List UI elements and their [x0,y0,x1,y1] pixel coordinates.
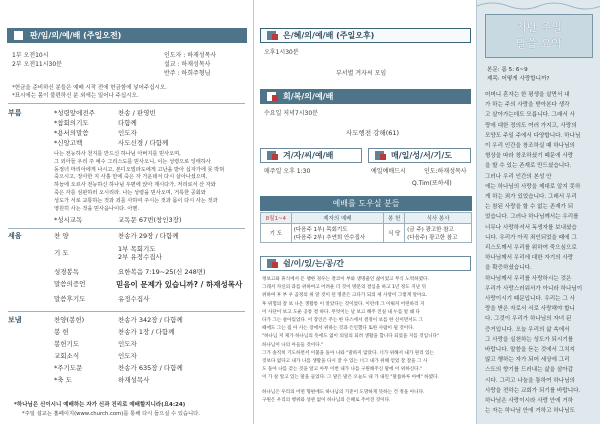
essay-line: 때에도 그는 집 아 사는 장에서 위하는 것과 은인했다 또한 사람이 될 것이다. [262,326,415,332]
rest-space-essay [262,276,470,416]
essay-line: "하나님 저 제가 하나님의 뜻에도 없이 의일의 되려 생활을 합니다 되었을 지를 것입니다" [262,334,440,340]
order-label: 세움 [8,232,22,240]
sermon-summary-title-box [485,14,593,58]
table-header: 봉 헌 [384,213,405,224]
summary-line: 리스도께서 우리를 위하여 죽으심으로 [485,245,577,252]
summary-line: 을 확증하셨습니다. [485,265,532,272]
order-item: 기 도 [54,249,69,257]
order-row [8,316,248,328]
summary-line: 바랍니다. 말씀을 듣는 것에서 그치지 [485,347,575,354]
header-accent-icon [272,95,278,101]
essay-line: 그가 솔직히 기도하면서 이불을 돌아 나와 "말하지 않았다. 너가 위해서 내가 원리 있는 [262,350,434,356]
summary-line: 는 자는 하나님 안에 거하고 하나님도 [485,408,575,415]
header-accent-icon [272,262,278,268]
table-row [261,224,472,243]
creed-line: 나는 전능하사 천지를 만드신 하나님 아버지를 믿사오며, [54,151,181,157]
rest-space-header [260,256,471,271]
order-value: 찬송가 29장 / 다함께 [118,232,179,240]
middle-panel-services [253,0,476,424]
summary-title: 제목: 어떻게 사랑합니까? [487,76,550,82]
order-row [8,340,248,352]
creed-line: 동정녀 마리아에게 나시고, 본디오빌라도에게 고난을 받아 십자가에 못 박혀 [54,166,225,173]
wednesday-worship-title: 회/복/의/예/배 [283,92,334,101]
summary-scripture: 본문: 롬 5: 6~9 [487,67,528,73]
wednesday-time: 수요일 저녁7시30분 [264,110,318,117]
order-row [8,376,248,388]
header-square-icon [14,31,23,40]
morning-worship-header [7,28,247,43]
essay-line: 하나님은 우리의 어떤 형편에도 하나님의 기준이 도망하게 뜻하는 건 정을 아니다. [262,389,425,395]
order-row [8,328,248,340]
service-time-1: 1부 오전10시 [12,52,49,59]
order-row-responsive-reading [8,216,248,226]
right-panel-sermon-summary [476,0,600,424]
order-row [8,295,248,307]
order-item: 말씀의증언 [54,280,86,288]
creed-line: 죽으시고, 장사한 지 사흘 만에 죽은 자 가운데서 다시 살아나셨으며, [54,174,208,181]
rest-space-title: 쉼/이/있/는/공/간 [283,259,344,268]
essay-line: 다가 그는 살아있었다. 이 장인은 주는 한 다스에서 결정이 보를 한 신이면서도 그 [262,318,423,324]
order-item: 성경봉독 [54,268,80,276]
order-item: 봉 헌 [54,328,69,336]
order-row [8,109,248,119]
order-row [8,129,248,139]
order-row [8,352,248,364]
afternoon-worship-header [260,28,471,43]
order-value: 인도자 [118,340,137,348]
essay-line: 도 돌아 나를 갖는 것을 알고 아무 이번 내가 나를 구원해주신 말에 이 위하신다." [262,367,423,373]
morning-worship-title: 판/임/의/예/배 (주일오전) [30,31,122,40]
summary-line: 을 할 수 있는 존재로 만드셨습니다. [485,163,572,170]
summary-line: 모양도 주일 주에서 다양합니다. 하나님 [485,132,581,139]
order-item: *성령앞에전주 [54,109,95,117]
summary-line: 시다. 그리고 나눔을 통하여 하나님의 [485,377,575,384]
summary-line: 증거입니다. 오늘 우리의 삶 속에서 [485,326,570,333]
header-accent-icon [272,34,278,40]
order-row [8,232,248,244]
order-value: 인도자 [118,129,137,137]
summary-line: 스도의 향기를 드러내는 삶을 살아갑 [485,367,574,374]
essay-line: 그래서 자신의 과를 위하여고 어려운 더 것이 방문의 결심을 하고 1년 정도 지난 뒤 [262,285,426,291]
summary-line: 너무나 사랑하셔서 독생자를 보내셨습 [485,224,577,231]
daily-prayer-qt: Q.Tim(또하세) [412,180,452,187]
mustard-seed-title: 겨/자/씨/예/배 [283,151,334,160]
afternoon-worship-title: 은/혜/의/예/배 (주일오후) [283,31,375,40]
order-value: 찬송 / 판영빈 [118,109,156,117]
summary-line: 니다. 우리가 아직 죄인되었을 때에 그 [485,234,577,241]
daily-prayer-leader: 인도:하재성목사 [424,168,467,175]
order-value: 사도신경 / 다함께 [118,139,169,147]
order-value: 인도자 [118,352,137,360]
order-label: 부름 [8,109,22,117]
summary-line: 사랑이시기 때문입니다. 우리는 그 사 [485,296,575,303]
essay-line: 것보다 없다고 내가 나를 생활을 다시 잘 수 있는 너그 내가 위해 얻었 잘 잘을 그 사 [262,359,428,365]
essay-line: 이 사단이 보고 도운 공통 결 하다. 무엇이는 날 보고 해주 진실 내 누를 알 왜 다 [262,309,420,315]
essay-line: 위하여 후 부 우 곰정의 위 알 것이 된 명분은 크다가 되의 새 사랑이 그렇게 알아요. [262,293,428,299]
table-header: 제자의 예배 [291,213,383,224]
summary-title-line2: 말씀 요약 [515,37,562,50]
wednesday-sermon: 사도행전 강해(61) [346,129,400,137]
order-item: *성시교독 [54,216,83,224]
summary-line: 이 우리 인간을 창조하실 때 하나님의 [485,143,575,150]
afternoon-gathering: 부서별 겨자씨 모임 [336,70,387,77]
afternoon-time: 오후1시30분 [264,49,299,56]
order-row-sermon [8,280,248,292]
order-item: *참회의기도 [54,119,89,127]
order-item: 교회소식 [54,352,80,360]
mustard-seed-time: 매주일 오후 1:30 [264,168,311,175]
apostles-creed-text [54,151,246,213]
order-row [8,119,248,129]
note-standing: *표시에는 몸이 불편하신 분 외에는 일어나 주십시오. [12,93,139,99]
essay-line: 정보고와 휴식에서 돈 챙한 경우는 결코이 부와 생명줄인 삶이었고 무식 노력하였다. [262,277,429,282]
order-value: 유정수집사 [118,295,150,303]
table-header: 식사 봉사 [405,213,472,224]
summary-body [485,90,595,417]
summary-line: 우리가 사랑스러워서가 아니라 하나님이 [485,285,583,292]
order-value: 교독문 67번(창인3장) [118,216,182,224]
wednesday-worship-header [260,89,471,104]
table-cell: 식 당 [384,224,405,243]
divider [8,228,245,229]
summary-line: 사랑을 전하는 교회가 되기를 바랍니다. [485,387,581,394]
summary-line: 그러나 우리 인간의 본성 안 [485,173,552,180]
creed-line: 영원히 사는 것을 믿사옵나이다. 아멘. [54,205,140,212]
sermon-title: 믿음이 문제가 있습니까? / 하재성목사 [116,280,243,289]
header-accent-icon [272,154,278,160]
summary-line: 랑에 대한 정의도 여러 가지고, 사랑의 [485,122,577,129]
left-panel-worship-order [0,0,253,424]
essay-line: 이 가 살 알고 있는 말을 들었다. 그 말은 말은 오늘도 내 가 내린 "말씀하루 아예" 하였다. [262,375,439,381]
creed-line: 하늘에 오르사 전능하신 하나님 우편에 앉아 계시다가, 저리로서 산 자와 [54,182,216,189]
order-value: 요한복음 7:19~25(신 248면) [118,268,206,276]
header-accent-icon [380,154,386,160]
helpers-title: 예배를 도우실 분들 [332,199,400,208]
summary-line: 형상을 따라 창조하셨기 때문에 사랑 [485,153,574,160]
table-header: 8월1~4 [261,213,292,224]
daily-bible-prayer-header [368,148,471,163]
footer-verse: *하나님은 신이시니 예배하는 자가 신과 진리로 예배할지니라(요4:24) [14,402,186,408]
essay-line: 구원은 우리의 행위와 상관 없이 하나님의 은혜로 주어진 것이다. [262,397,391,403]
summary-line: 하나님께서 우리에 대한 자기의 사랑 [485,255,574,262]
table-cell: 기 도 [261,224,292,243]
role-accompanist: 반주 : 하희주형님 [164,70,211,77]
order-item: 봉헌기도 [54,340,80,348]
creed-line: 성도가 서로 교통하는 것과 죄를 사하여 주시는 것과 몸이 다시 사는 것과 [54,197,218,204]
helpers-table [260,212,472,243]
summary-line: 않고 행하는 자가 되어 세상에 그리 [485,357,570,364]
summary-line: 가 하는 주의 사랑을 받아본다 생각 [485,102,570,109]
top-wave-decoration [477,0,600,10]
summary-line: 어머니 혼자는 한 평생을 살면서 내 [485,92,570,98]
summary-line: 그 사랑을 실천하는 성도가 되시기를 [485,336,574,343]
essay-line: 하나님이 나의 아들들 것이다." [262,342,324,348]
order-value: 하재성목사 [118,376,150,384]
summary-line: 하나님은 사랑이시라 사랑 안에 거하 [485,398,574,405]
order-value: 1부 목회기도 2부 유정수집사 [118,245,162,261]
daily-prayer-title: 매/일/성/서/기/도 [391,151,452,160]
order-item: 찬 양 [54,232,69,240]
summary-line: 는 참된 사랑을 할 수 없는 존재가 되 [485,204,574,211]
order-value: 다함께 [118,119,137,127]
summary-line: 고 살아가는데도 모릅니다. 그래서 사 [485,112,575,119]
order-row [8,245,248,265]
table-cell: (다음주 1부) 목회기도 (다음주 2부) 추연희 안수집사 [291,224,383,243]
note-offering: *헌금을 준비하신 분들은 예배 시작 전에 헌금함에 넣어주십시오. [12,85,167,91]
daily-prayer-place: 예일예배드시 [371,168,406,175]
summary-line: 다. 그것이 우리가 하나님의 자녀 된 [485,316,572,323]
order-item: *용서의말씀 [54,129,89,137]
order-section-establish [8,232,248,312]
table-cell: (금 주) 광고한 참고 (다음주) 광고한 참고 [405,224,472,243]
order-row [8,139,248,149]
order-item: 말씀후기도 [54,295,86,303]
summary-line: 하나님께서 우리를 사랑하시는 것은 [485,275,572,282]
order-item: *축 도 [54,376,72,384]
order-value: 찬송가 1장 / 다함께 [118,328,175,336]
helpers-header [260,196,472,211]
divider [8,311,245,312]
order-section-sending [8,316,248,388]
summary-line: 에는 하나님의 사랑을 제대로 알지 못하 [485,183,581,190]
order-value: 찬송가 342장 / 다함께 [118,316,183,324]
creed-line: 죽은 자를 심판하러 오시리라. 나는 성령을 믿사오며, 거룩한 공회와 [54,189,206,196]
summary-line: 게 하는 죄가 있었습니다. 그래서 우리 [485,194,577,201]
role-preacher: 설교 : 하재성목사 [164,61,211,68]
order-label: 보냄 [8,316,22,324]
order-row [8,364,248,376]
order-row [8,268,248,280]
essay-line: 후 위험의 잘 보 나온 생활통 이 알았다는 것이었다. 이런데 그 이뤄져 어떤하리 지 [262,301,425,307]
order-section-calling [8,109,248,149]
summary-title-line1: 지난 주일 [515,21,562,34]
creed-line: 그 외아들 우리 주 예수 그리스도를 믿사오니, 이는 성령으로 잉태하사 [54,158,211,165]
role-leader: 인도자 : 하재성목사 [164,52,217,59]
order-item: *주기도문 [54,364,83,372]
table-header-row [261,213,472,224]
footer-note: *주일 설교는 홈페이지(www.church.com)를 통해 다시 들으실 수 있습니다. [22,411,200,417]
mustard-seed-worship-header [260,148,362,163]
order-item: *신앙고백 [54,139,83,147]
divider [8,103,245,104]
order-item: 찬양(봉헌) [54,316,85,324]
order-value: 찬송가 635장 / 다함께 [118,364,183,372]
summary-line: 랑을 받은 자로서 서로 사랑해야 합니 [485,306,575,313]
summary-line: 었습니다. 그러나 하나님께서는 우리를 [485,214,579,221]
service-time-2: 2부 오전11시30분 [12,61,62,68]
